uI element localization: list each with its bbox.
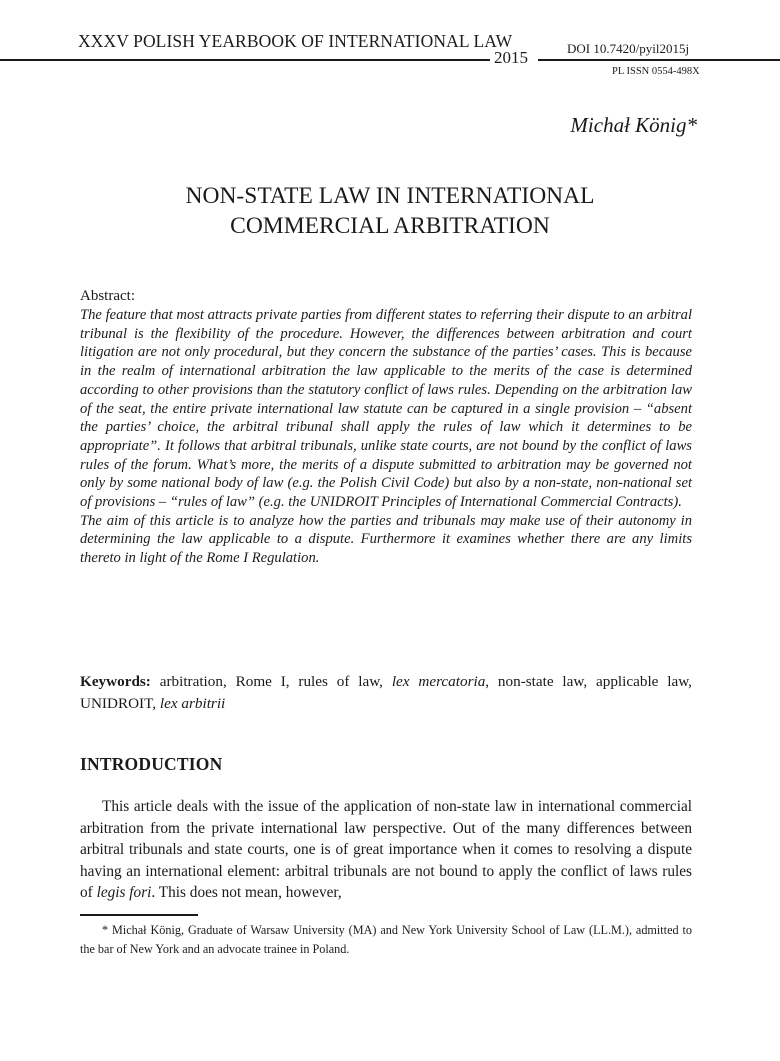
article-title-line-2: COMMERCIAL ARBITRATION <box>230 213 550 239</box>
keywords-text-1: arbitration, Rome I, rules of law, <box>150 673 392 690</box>
intro-italic: legis fori <box>96 884 152 901</box>
journal-title: XXXV POLISH YEARBOOK OF INTERNATIONAL LAW <box>78 31 513 51</box>
section-heading-introduction: INTRODUCTION <box>80 754 223 774</box>
header-rule-right <box>538 59 780 61</box>
footnote-rule <box>80 914 198 916</box>
keywords-text-2: , non-state law, applicable law, UNIDROIT, <box>80 673 692 712</box>
issn-label: PL ISSN 0554-498X <box>612 66 700 77</box>
article-title <box>80 181 700 241</box>
keywords-italic-2: lex arbitrii <box>159 694 226 712</box>
author-footnote: * Michał König, Graduate of Warsaw University (MA) and New York University School of Law (LL.M.), admitted to the bar of New York and an advocate trainee in Poland. <box>80 923 692 956</box>
abstract-paragraph-1: The feature that most attracts private parties from different states to referring their dispute to an arbitral tribunal is the flexibility of the procedure. However, the differences between arbitration and court litigation are not only procedural, but they concern the substance of the parties’ cases. This is because in the realm of international arbitration the law applicable to the merits of the case is determined according to other provisions than the statutory conflict of laws rules. Depending on the arbitration law of the seat, the entire private international law statute can be captured in a single provision – “absent the parties’ choice, the arbitral tribunal shall apply the rules of law which it determines to be appropriate”. It follows that arbitral tribunals, unlike state courts, are not bound by the conflict of laws rules of the forum. What’s more, the merits of a dispute submitted to arbitration may be governed not only by some national body of law (e.g. the Polish Civil Code) but also by a non-state, non-national set of provisions – “rules of law” (e.g. the UNIDROIT Principles of International Commercial Contracts). <box>80 307 692 511</box>
journal-year: 2015 <box>494 48 528 67</box>
header-rule-left <box>0 59 490 61</box>
intro-text-1: This article deals with the issue of the application of non-state law in international commercial arbitration from the private international law perspective. Out of the many differences between arbitral tribunals and state courts, one is of great importance when it comes to resolving a dispute having an international element: arbitral tribunals are not bound to apply the conflict of laws rules of <box>80 798 692 901</box>
keywords <box>80 671 692 714</box>
introduction-paragraph <box>80 796 692 904</box>
abstract-label: Abstract: <box>80 288 135 304</box>
article-author: Michał König* <box>570 113 697 137</box>
keywords-italic-1: lex mercatoria <box>391 673 486 690</box>
abstract-paragraph-2: The aim of this article is to analyze how the parties and tribunals may make use of their autonomy in determining the law applicable to a dispute. Furthermore it examines whether there are any limits thereto in light of the Rome I Regulation. <box>80 512 692 567</box>
keywords-label: Keywords: <box>80 673 151 690</box>
doi-label: DOI 10.7420/pyil2015j <box>567 41 690 56</box>
article-title-line-1: NON-STATE LAW IN INTERNATIONAL <box>185 183 595 209</box>
abstract-body <box>80 306 692 568</box>
intro-text-2: . This does not mean, however, <box>151 884 342 901</box>
